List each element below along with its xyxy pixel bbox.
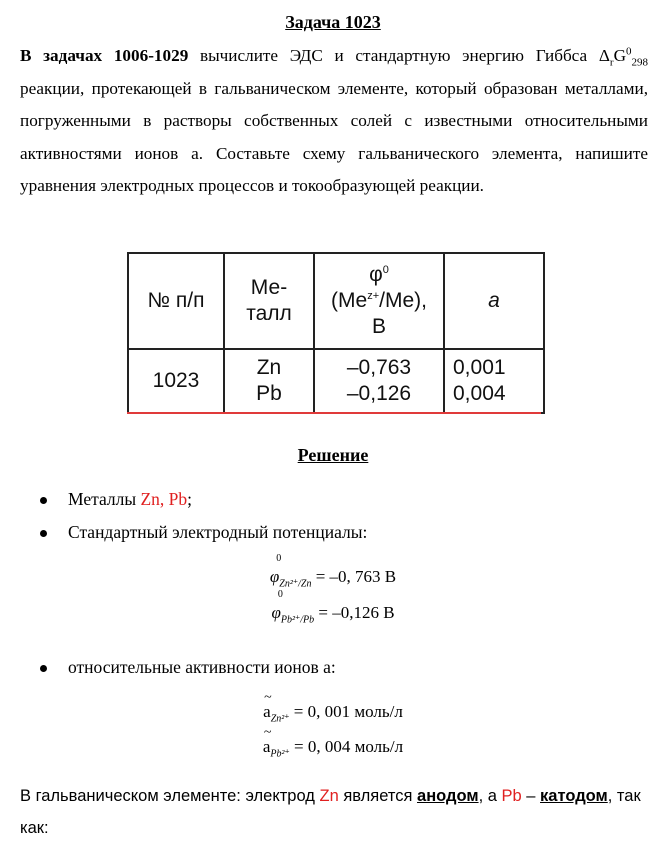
header-num: № п/п bbox=[128, 253, 224, 349]
bullet-dot bbox=[40, 497, 47, 504]
formula-a-zn: a ~ $_{Zn^{2+}}$ = 0, 001 моль/л bbox=[263, 690, 403, 725]
pb-highlight: Pb bbox=[501, 787, 522, 805]
table-row bbox=[128, 349, 544, 413]
cell-activities: 0,001 0,004 bbox=[444, 349, 544, 413]
zn-highlight: Zn bbox=[319, 787, 339, 805]
solution-title: Решение bbox=[297, 445, 369, 465]
bullet-dot bbox=[40, 665, 47, 672]
anode-term: анодом bbox=[417, 787, 479, 805]
metals-highlight: Zn, Pb bbox=[140, 489, 188, 509]
cathode-term: катодом bbox=[540, 787, 608, 805]
data-table-container bbox=[127, 252, 545, 414]
cell-potentials: –0,763 –0,126 bbox=[314, 349, 444, 413]
header-potential: $\varphi^0$ $(Me^{z+}/Me)$, В bbox=[314, 253, 444, 349]
problem-statement: В задачах 1006-1029 вычислите ЭДС и стандартную энергию Гиббса $\Delta_rG^0_{298}$ реакции, протекающей в гальваническом элементе, который образован металлами, погруженными в растворы собственных солей с известными относительными активностями ионов a. Составьте схему гальванического элемента, напишите уравнения электродных процессов и токообразующей реакции. bbox=[20, 45, 648, 195]
cell-metals: Zn Pb bbox=[224, 349, 314, 413]
header-metal: Ме- талл bbox=[224, 253, 314, 349]
cell-num: 1023 bbox=[128, 349, 224, 413]
data-table bbox=[127, 252, 545, 414]
problem-title: Задача 1023 bbox=[285, 12, 381, 32]
formula-phi-zn: φ 0 $_{Zn^{2+}/Zn}$ = –0, 763 В bbox=[269, 553, 397, 590]
formula-a-pb: a ~ $_{Pb^{2+}}$ = 0, 004 моль/л bbox=[262, 725, 404, 760]
table-header-row bbox=[128, 253, 544, 349]
document-page: Задача 1023 В задачах 1006-1029 вычислите ЭДС и стандартную энергию Гиббса $\Delta_rG^0_{298}$ реакции, протекающей в гальваническом элементе, который образован металлами, погруженными в растворы собственных солей с известными относительными активностями ионов a. Составьте схему гальванического элемента, напишите уравнения электродных процессов и токообразующей реакции. № п/п Ме- талл $\varphi^0$ $(Me^{z+}/Me)$, В a 1023 Zn Pb –0,763 –0,126 0,001 0,004 Решение Металлы Zn, Pb; Стандартный электродный потенциалы: φ 0 $_{Zn^{2+}/Zn}$ = –0, 763 В φ 0 $_{Pb^{2+}/Pb}$ = –0,126 В относительные активности ионов а: a ~ $_{Zn^{2+}}$ = 0, 001 моль/л a ~ $_{Pb^{2+}}$ = 0, 004 моль/л В гальваническом элементе: электрод Zn является анодом, а Pb – катодом, так как: bbox=[0, 0, 666, 830]
bullet-dot bbox=[40, 530, 47, 537]
header-activity: a bbox=[444, 253, 544, 349]
conclusion-text: В гальваническом элементе: электрод Zn является анодом, а Pb – катодом, так как: bbox=[20, 787, 641, 837]
formula-phi-pb: φ 0 $_{Pb^{2+}/Pb}$ = –0,126 В bbox=[271, 589, 395, 626]
problem-range: В задачах 1006-1029 bbox=[20, 46, 189, 65]
spellcheck-underline bbox=[127, 412, 541, 414]
